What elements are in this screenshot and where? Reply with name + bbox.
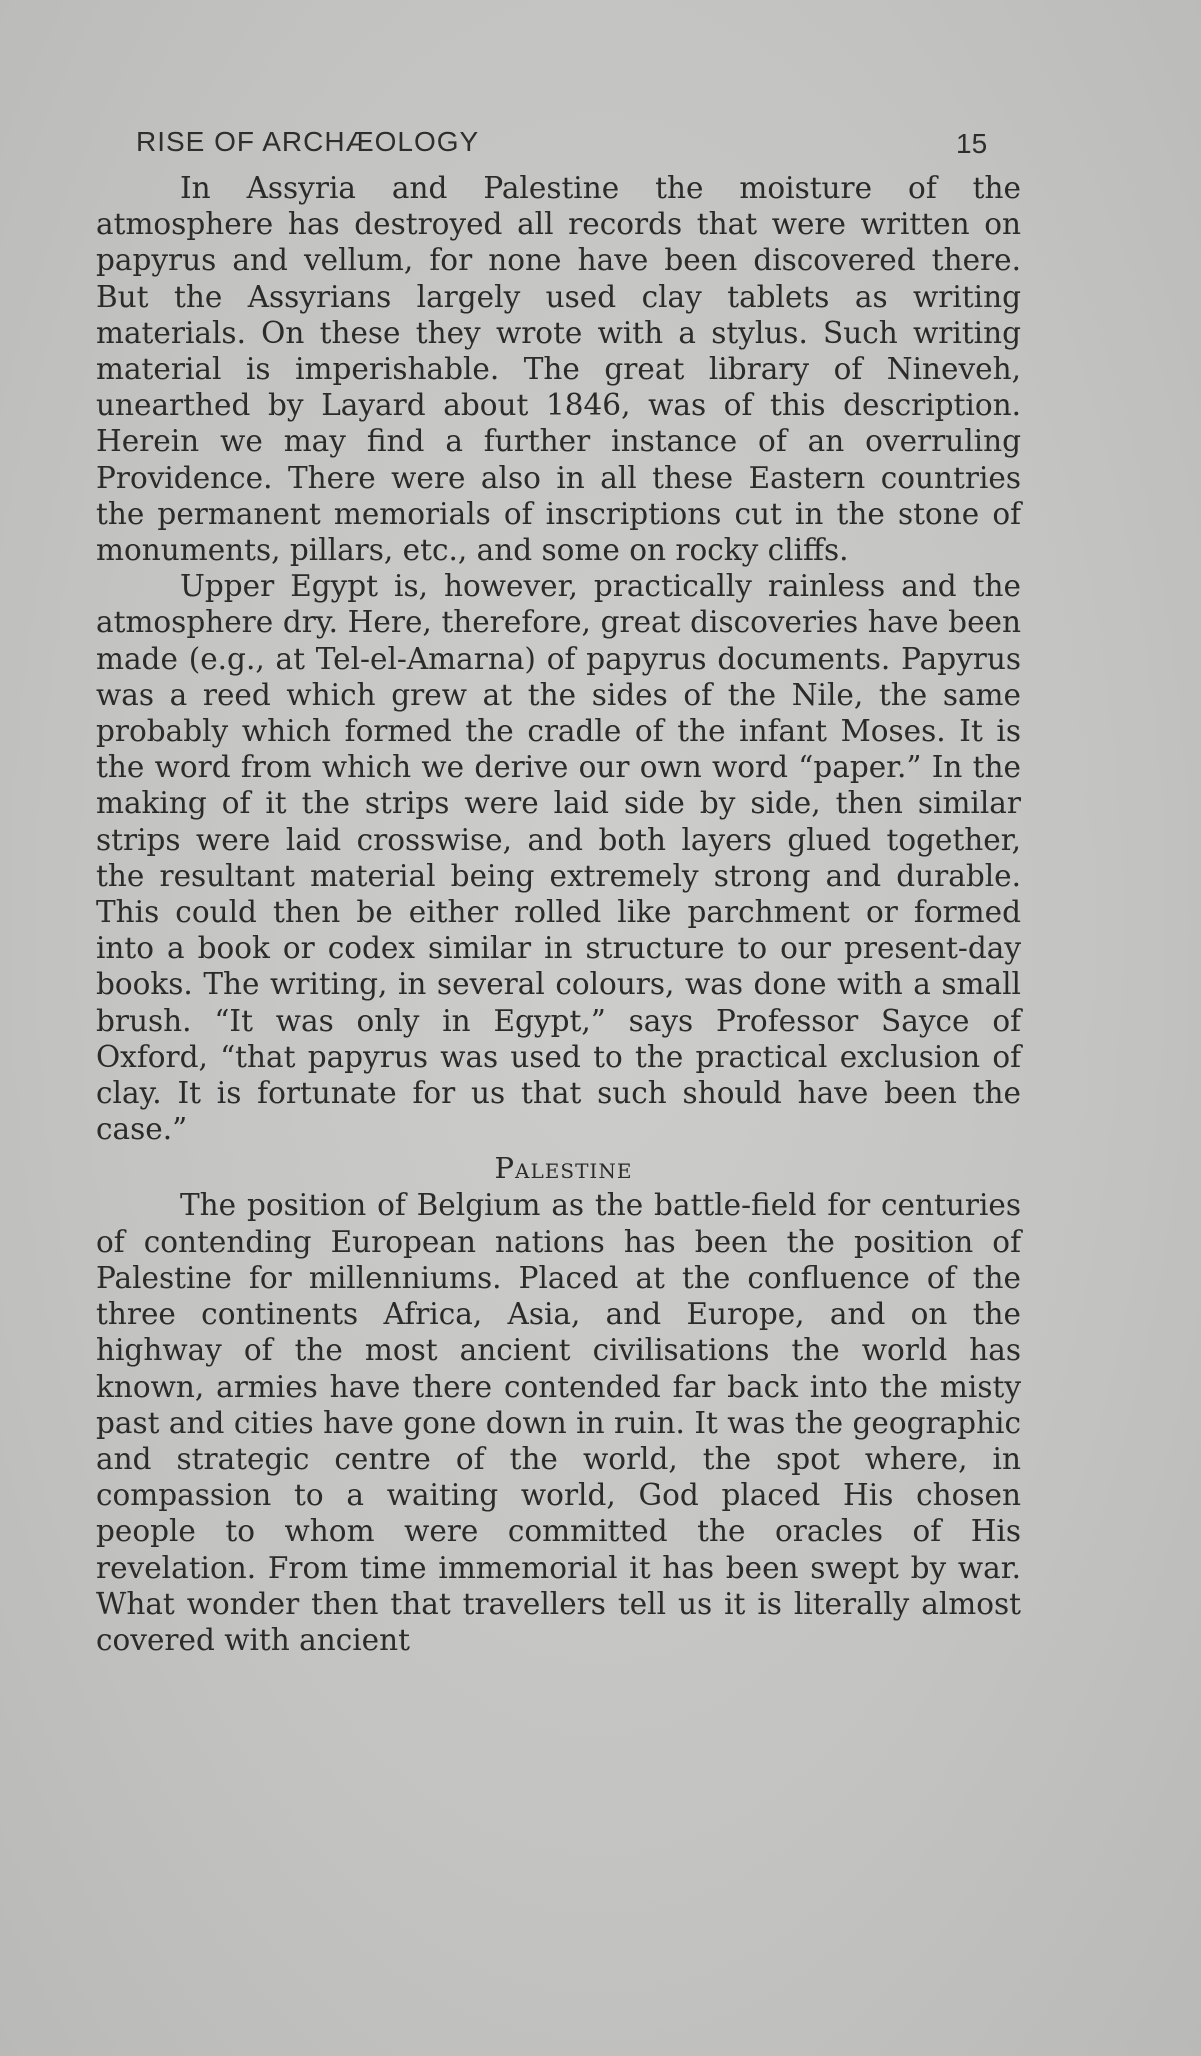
section-heading-palestine: Palestine <box>494 1151 633 1186</box>
book-page <box>96 120 1021 1658</box>
running-head <box>96 120 1021 170</box>
running-title: RISE OF ARCHÆOLOGY <box>136 126 480 157</box>
paragraph-palestine: The position of Belgium as the battle-field for centuries of contending European nations has been the position of Palestine for millenniums. Placed at the confluence of the three continents Africa, Asia, and Europe, and on the highway of the most ancient civilisations the world has known, armies have there contended far back into the misty past and cities have gone down in ruin. It was the geographic and strategic centre of the world, the spot where, in compassion to a waiting world, God placed His chosen people to whom were committed the oracles of His revelation. From time immemorial it has been swept by war. What wonder then that travellers tell us it is literally almost covered with ancient <box>96 1188 1021 1657</box>
paragraph-assyria: In Assyria and Palestine the moisture of the atmosphere has destroyed all records that were written on papyrus and vellum, for none have been discovered there. But the Assyrians largely used clay tablets as writing materials. On these they wrote with a stylus. Such writing material is imperishable. The great library of Nineveh, unearthed by Layard about 1846, was of this description. Herein we may find a further instance of an overruling Providence. There were also in all these Eastern countries the permanent memorials of inscriptions cut in the stone of monuments, pillars, etc., and some on rocky cliffs. <box>96 171 1021 568</box>
page-number: 15 <box>956 128 988 159</box>
body-text <box>96 170 1021 1658</box>
paragraph-upper-egypt: Upper Egypt is, however, practically rainless and the atmosphere dry. Here, therefore, great discoveries have been made (e.g., at Tel-el-Amarna) of papyrus documents. Papyrus was a reed which grew at the sides of the Nile, the same probably which formed the cradle of the infant Moses. It is the word from which we derive our own word “paper.” In the making of it the strips were laid side by side, then similar strips were laid crosswise, and both layers glued together, the resultant material being extremely strong and durable. This could then be either rolled like parchment or formed into a book or codex similar in structure to our present-day books. The writing, in several colours, was done with a small brush. “It was only in Egypt,” says Professor Sayce of Oxford, “that papyrus was used to the practical exclusion of clay. It is fortunate for us that such should have been the case.” <box>96 569 1021 1147</box>
